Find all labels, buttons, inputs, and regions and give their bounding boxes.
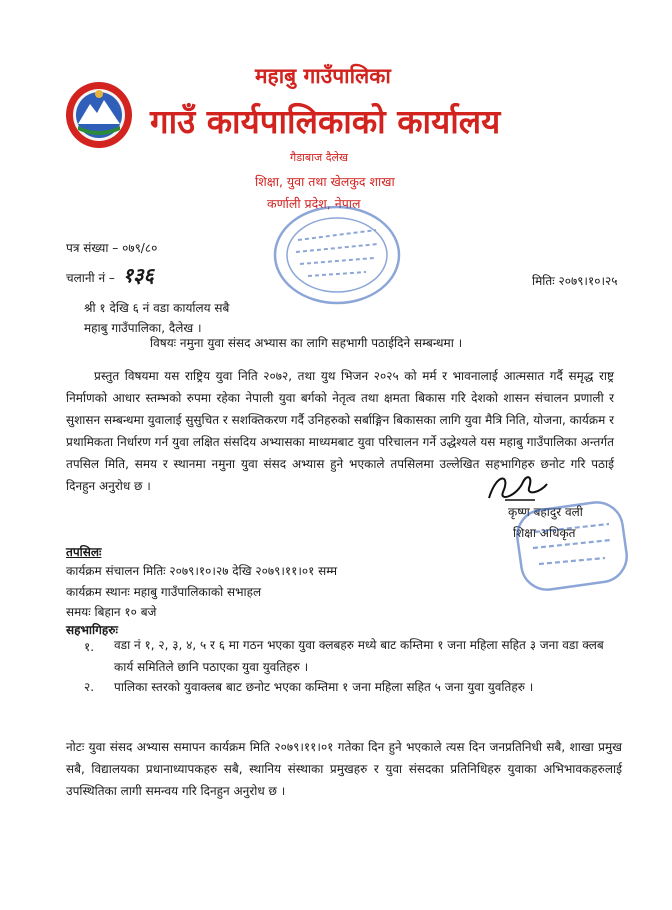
subject-line: विषयः नमुना युवा संसद अभ्यास का लागि सहभागी पठाईदिने सम्बन्धमा । (150, 336, 463, 350)
note-paragraph: नोटः युवा संसद अभ्यास समापन कार्यक्रम मिति २०७९।११।०१ गतेका दिन हुने भएकाले त्यस दिन जनप्रतिनिधी सबै, शाखा प्रमुख सबै, विद्यालयका प्रधानाध्यापकहरु सबै, स्थानिय संस्थाका प्रमुखहरु र युवा संसदका प्रतिनिधिहरु युवाका अभिभावकहरुलाई उपस्थितिका लागी समन्वय गरि दिनहुन अनुरोध छ । (66, 740, 622, 798)
schedule-date: कार्यक्रम संचालन मितिः २०७९।१०।२७ देखि २०७९।११।०१ सम्म (66, 564, 338, 578)
body-paragraph: प्रस्तुत विषयमा यस राष्ट्रिय युवा निति २०७२, तथा युथ भिजन २०२५ को मर्म र भावनालाई आत्मसात गर्दै समृद्ध राष्ट्र निर्माणको आधार स्तम्भको रुपमा रहेका नेपाली युवा बर्गको नेतृत्व तथा क्षमता बिकास गरि देशको शासन संचालन प्रणाली र सुशासन सम्बन्धमा युवालाई सुसुचित र सशक्तिकरण गर्दै उनिहरुको सर्बाङ्गिन बिकासका लागि युवा मैत्रि निति, योजना, कार्यक्रम र प्रथामिकता निर्धारण गर्न युवा लक्षित संसदिय अभ्यासका माध्यमबाट युवा परिचालन गर्ने उद्धेश्यले यस महाबु गाउँपालिका अन्तर्गत तपसिल मिति, समय र स्थानमा नमुना युवा संसद अभ्यास हुने भएकाले तपसिलमा उल्लेखित सहभागिहरु छनोट गरि पठाई दिनहुन अनुरोध छ । (66, 369, 614, 493)
signatory-name: कृष्ण बहादुर वली (508, 505, 583, 519)
participant-item-text: पालिका स्तरको युवाक्लब बाट छनोट भएका कम्तिमा १ जना महिला सहित ५ जना युवा युवतिहरु । (114, 680, 534, 694)
dispatch-label: चलानी नं – (66, 271, 115, 285)
officer-stamp (513, 498, 631, 594)
emblem-icon (64, 80, 134, 150)
recipient-line-2: महाबु गाउँपालिका, दैलेख । (84, 321, 202, 335)
government-emblem-logo (64, 80, 134, 150)
office-name: गाउँ कार्यपालिकाको कार्यालय (150, 102, 501, 141)
letter-number: पत्र संख्या – ०७९/८० (66, 241, 158, 255)
recipient-line-1: श्री १ देखि ६ नं वडा कार्यालय सबै (84, 301, 230, 315)
province-name: कर्णाली प्रदेश, नेपाल (267, 196, 361, 211)
participants-heading: सहभागिहरुः (66, 623, 118, 637)
participant-item-num: १. (84, 640, 95, 654)
schedule-heading: तपसिलः (66, 545, 102, 559)
branch-name: शिक्षा, युवा तथा खेलकुद शाखा (255, 174, 395, 189)
schedule-time: समयः बिहान १० बजे (66, 605, 157, 619)
participant-item-text: वडा नं १, २, ३, ४, ५ र ६ मा गठन भएका युवा क्लबहरु मध्ये बाट कम्तिमा १ जना महिला सहित ३ जना वडा क्लब कार्य समितिले छानि पठाएका युवा युवतिहरु । (114, 638, 604, 674)
dispatch-number-row (66, 261, 154, 288)
signatory-title: शिक्षा अधिकृत (513, 526, 576, 540)
letter-date: मितिः २०७९।१०।२५ (532, 274, 618, 288)
office-stamp (270, 200, 405, 310)
dispatch-number-handwritten: १३६ (122, 263, 154, 287)
office-location: गैडाबाज दैलेख (290, 151, 349, 164)
stamp-icon (270, 200, 405, 310)
municipality-name: महाबु गाउँपालिका (255, 64, 391, 88)
schedule-venue: कार्यक्रम स्थानः महाबु गाउँपालिकाको सभाहल (66, 585, 262, 599)
participant-item-num: २. (84, 680, 95, 694)
stamp-icon (513, 498, 631, 594)
